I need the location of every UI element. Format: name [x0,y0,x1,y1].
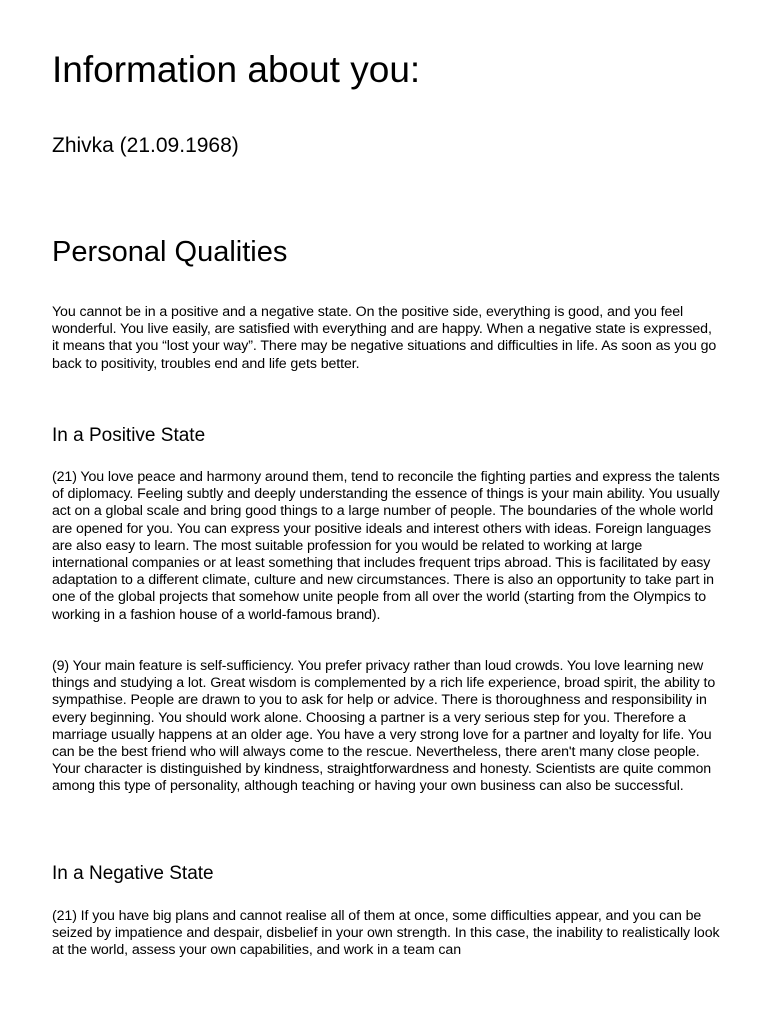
positive-state-heading: In a Positive State [52,425,206,446]
subject-name-date: Zhivka (21.09.1968) [52,134,239,157]
section-title-personal-qualities: Personal Qualities [52,236,288,268]
positive-paragraph-9: (9) Your main feature is self-sufficiency. You prefer privacy rather than loud crowds. You love learning new things and studying a lot. Great wisdom is complemented by a rich life experience, broad spirit, the ability to sympathise. People are drawn to you to ask for help or advice. There is thoroughness and responsibility in every beginning. You should work alone. Choosing a partner is a very serious step for you. Therefore a marriage usually happens at an older age. You have a very strong love for a partner and loyalty for life. You can be the best friend who will always come to the rescue. Nevertheless, there aren't many close people. Your character is distinguished by kindness, straightforwardness and honesty. Scientists are quite common among this type of personality, although teaching or having your own business can also be successful. [52,658,716,795]
negative-paragraph-21: (21) If you have big plans and cannot realise all of them at once, some difficulties appear, and you can be seized by impatience and despair, disbelief in your own strength. In this case, the inability to realistically look at the world, assess your own capabilities, and work in a team can [52,908,720,959]
page-title: Information about you: [52,49,421,90]
negative-state-heading: In a Negative State [52,863,214,884]
intro-paragraph: You cannot be in a positive and a negative state. On the positive side, everything is good, and you feel wonderful. You live easily, are satisfied with everything and are happy. When a negative state is expressed, it means that you “lost your way”. There may be negative situations and difficulties in life. As soon as you go back to positivity, troubles end and life gets better. [52,304,717,372]
positive-paragraph-21: (21) You love peace and harmony around them, tend to reconcile the fighting parties and express the talents of diplomacy. Feeling subtly and deeply understanding the essence of things is your main ability. You usually act on a global scale and bring good things to a large number of people. The boundaries of the whole world are opened for you. You can express your positive ideals and interest others with ideas. Foreign languages are also easy to learn. The most suitable profession for you would be related to working at large international companies or at least something that includes frequent trips abroad. This is facilitated by easy adaptation to a different climate, culture and new circumstances. There is also an opportunity to take part in one of the global projects that somehow unite people from all over the world (starting from the Olympics to working in a fashion house of a world-famous brand). [52,469,720,623]
